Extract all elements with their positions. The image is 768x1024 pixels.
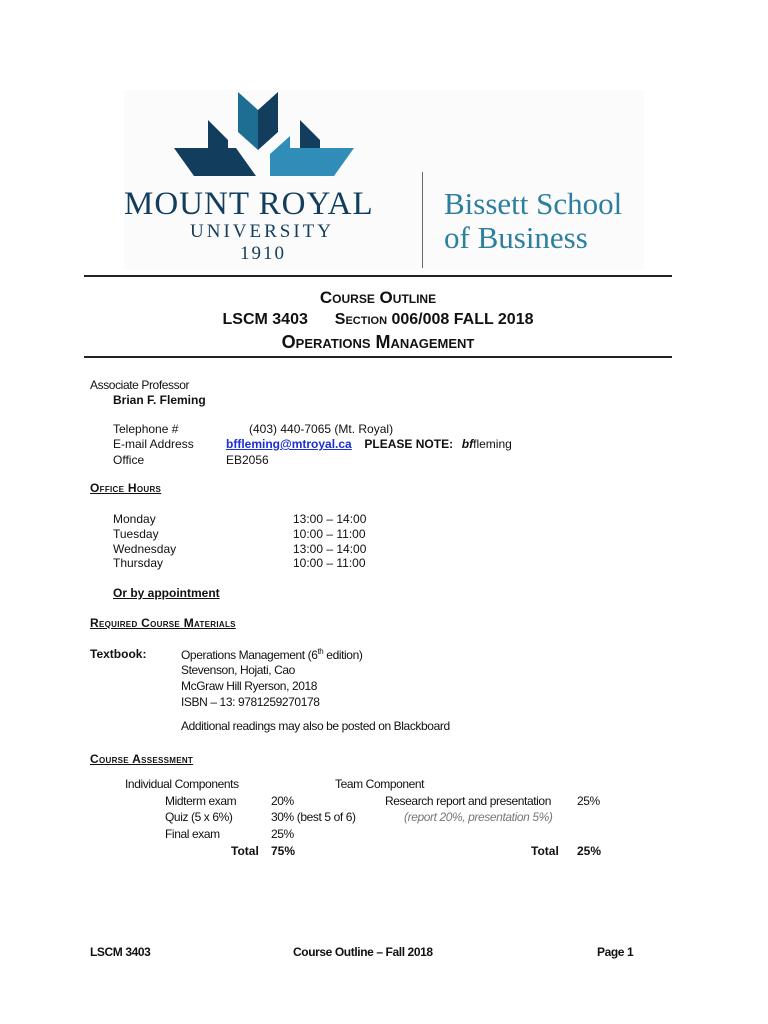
- hours-day: Tuesday: [113, 527, 159, 541]
- footer-center: Course Outline – Fall 2018: [293, 945, 433, 959]
- logo-university-sub: UNIVERSITY: [190, 221, 334, 242]
- hours-time: 10:00 – 11:00: [293, 527, 366, 541]
- email-row: [226, 437, 512, 451]
- instructor-role: Associate Professor: [90, 378, 190, 392]
- office-label: Office: [113, 453, 145, 467]
- logo-divider: [422, 172, 423, 268]
- logo-peak-right-dark: [258, 92, 278, 150]
- title-rule-bottom: [84, 356, 672, 358]
- page-title: Course Outline: [319, 288, 437, 307]
- office-value: EB2056: [226, 453, 269, 467]
- book-authors: Stevenson, Hojati, Cao: [181, 663, 295, 677]
- individual-value: 25%: [271, 827, 294, 841]
- individual-value: 20%: [271, 794, 294, 808]
- book-publisher: McGraw Hill Ryerson, 2018: [181, 679, 318, 693]
- appointment-note: Or by appointment: [113, 586, 220, 600]
- hours-time: 13:00 – 14:00: [293, 512, 367, 526]
- additional-readings: Additional readings may also be posted on Blackboard: [181, 719, 450, 733]
- note-rest: fleming: [473, 437, 512, 451]
- please-note: PLEASE NOTE:: [364, 437, 454, 451]
- book-title-text: Operations Management (6: [181, 648, 318, 662]
- logo-school-line2: of Business: [444, 220, 588, 255]
- note-bold: bf: [461, 437, 474, 451]
- individual-value: 30% (best 5 of 6): [271, 810, 356, 824]
- hours-day: Monday: [113, 512, 156, 526]
- logo-peak-left-light: [238, 92, 258, 150]
- individual-label: Final exam: [165, 827, 220, 841]
- email-label: E-mail Address: [113, 437, 194, 451]
- individual-total: 75%: [271, 844, 296, 858]
- logo-wing-left: [174, 148, 256, 176]
- team-item: Research report and presentation: [385, 794, 551, 808]
- logo-school-name: [444, 187, 622, 255]
- book-edition-sup: th: [317, 647, 324, 656]
- course-code: LSCM 3403: [222, 311, 308, 328]
- team-total-label: Total: [531, 844, 559, 858]
- team-value: 25%: [577, 794, 600, 808]
- logo-year: 1910: [240, 243, 286, 264]
- hours-time: 10:00 – 11:00: [293, 556, 366, 570]
- logo-school-line1: Bissett School: [444, 186, 623, 221]
- section-value: 006/008 FALL 2018: [391, 311, 534, 328]
- individual-header: Individual Components: [125, 777, 239, 791]
- telephone-value: (403) 440-7065 (Mt. Royal): [249, 422, 394, 436]
- individual-label: Quiz (5 x 6%): [165, 810, 233, 824]
- materials-heading: Required Course Materials: [90, 616, 236, 630]
- title-rule-top: [84, 275, 672, 277]
- logo-university-name: MOUNT ROYAL: [124, 186, 374, 222]
- hours-day: Thursday: [113, 556, 164, 570]
- hours-day: Wednesday: [113, 542, 177, 556]
- team-header: Team Component: [335, 777, 425, 791]
- book-isbn: ISBN – 13: 9781259270178: [181, 695, 320, 709]
- individual-total-label: Total: [231, 844, 259, 858]
- footer-left: LSCM 3403: [90, 945, 151, 959]
- textbook-label: Textbook:: [90, 647, 147, 661]
- assessment-heading: Course Assessment: [90, 752, 194, 766]
- course-name: Operations Management: [281, 332, 475, 352]
- office-hours-heading: Office Hours: [90, 481, 162, 495]
- book-title: [181, 647, 362, 662]
- team-note: (report 20%, presentation 5%): [404, 810, 553, 824]
- individual-label: Midterm exam: [165, 794, 237, 808]
- footer-page-number: Page 1: [597, 945, 634, 959]
- telephone-label: Telephone #: [113, 422, 179, 436]
- book-title-end: edition): [323, 648, 363, 662]
- mount-royal-logo-icon: [170, 92, 360, 182]
- hours-time: 13:00 – 14:00: [293, 542, 367, 556]
- email-link[interactable]: bffleming@mtroyal.ca: [226, 437, 352, 451]
- team-total: 25%: [577, 844, 602, 858]
- instructor-name: Brian F. Fleming: [113, 393, 206, 407]
- section-word: Section: [334, 311, 388, 328]
- course-line: [84, 311, 672, 329]
